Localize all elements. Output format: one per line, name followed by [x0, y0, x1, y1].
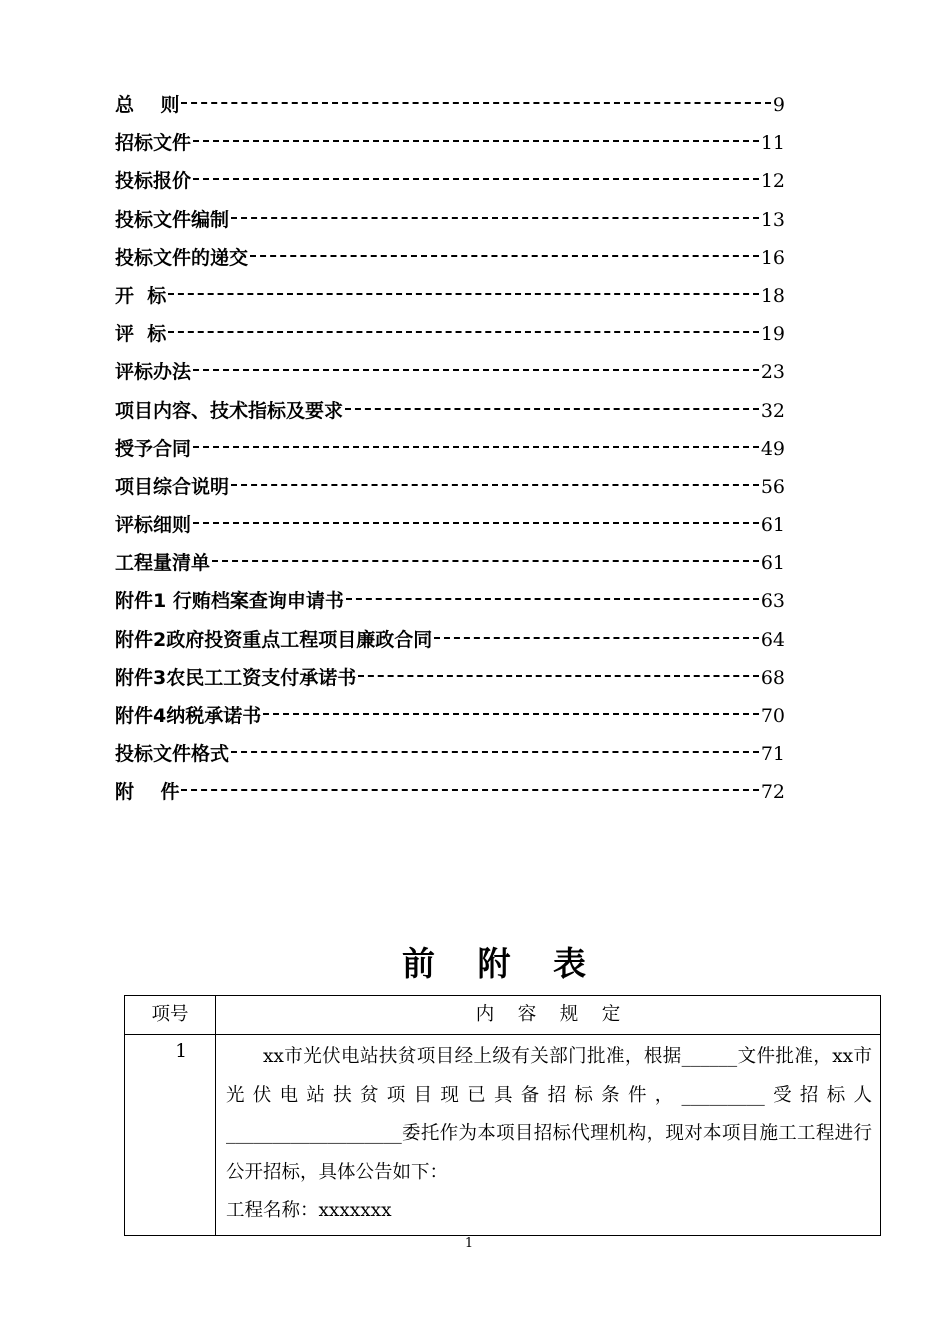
front-table-heading: 前 附 表	[402, 944, 588, 983]
toc-leader	[231, 751, 759, 753]
toc-entry-page: 61	[760, 552, 785, 575]
table-header-row	[125, 996, 881, 1035]
toc-entry-page: 61	[760, 514, 785, 537]
toc-entry-page: 19	[760, 323, 785, 346]
toc-entry-title: 项目内容、技术指标及要求	[115, 399, 344, 422]
toc-entry-page: 13	[760, 208, 785, 231]
toc-entry[interactable]	[115, 277, 785, 315]
toc-entry[interactable]	[115, 162, 785, 200]
toc-leader	[231, 217, 759, 219]
toc-leader	[168, 331, 759, 333]
table-row	[125, 1035, 881, 1236]
toc-entry-page: 11	[760, 132, 785, 155]
toc-leader	[231, 484, 759, 486]
toc-entry[interactable]	[115, 201, 785, 239]
toc-leader	[168, 293, 759, 295]
toc-entry[interactable]	[115, 86, 785, 124]
toc-entry-title: 评 标	[115, 323, 167, 346]
row-content	[216, 1035, 881, 1236]
row-item-number: 1	[125, 1035, 216, 1236]
toc-leader	[193, 369, 759, 371]
toc-entry[interactable]	[115, 773, 785, 811]
toc-entry-title: 附件4纳税承诺书	[115, 705, 262, 727]
project-name-line: 工程名称：xxxxxxx	[226, 1200, 392, 1221]
toc-entry-page: 16	[760, 246, 785, 269]
toc-leader	[358, 675, 759, 677]
toc-entry-page: 12	[760, 170, 785, 193]
toc-entry-page: 72	[760, 781, 785, 804]
toc-entry-page: 49	[760, 437, 785, 460]
toc-entry-page: 68	[760, 666, 785, 689]
toc-entry-title: 投标文件格式	[115, 743, 230, 766]
toc-entry-title: 投标文件编制	[115, 208, 230, 231]
toc-entry[interactable]	[115, 124, 785, 162]
front-table	[124, 995, 881, 1236]
toc-entry[interactable]	[115, 621, 785, 659]
toc-entry-title: 附件1 行贿档案查询申请书	[115, 590, 344, 613]
toc-entry-title: 附件2政府投资重点工程项目廉政合同	[115, 628, 433, 651]
toc-leader	[346, 598, 759, 600]
toc-entry-page: 70	[760, 705, 785, 727]
table-of-contents	[115, 86, 785, 812]
toc-entry-page: 18	[760, 284, 785, 307]
toc-leader	[193, 178, 759, 180]
toc-entry-page: 9	[772, 94, 785, 116]
toc-leader	[193, 446, 759, 448]
toc-leader	[193, 140, 759, 142]
toc-entry[interactable]	[115, 582, 785, 620]
toc-leader	[263, 713, 759, 715]
toc-leader	[193, 522, 759, 524]
toc-entry-page: 71	[760, 743, 785, 766]
toc-entry[interactable]	[115, 697, 785, 735]
toc-leader	[345, 408, 759, 410]
toc-entry[interactable]	[115, 239, 785, 277]
toc-entry[interactable]	[115, 468, 785, 506]
toc-entry-title: 授予合同	[115, 437, 192, 460]
toc-entry-title: 招标文件	[115, 132, 192, 155]
column-header-item-no: 项号	[125, 996, 216, 1035]
toc-entry-title: 工程量清单	[115, 552, 211, 575]
toc-entry-title: 总 则	[115, 94, 180, 116]
toc-leader	[212, 560, 759, 562]
toc-entry[interactable]	[115, 506, 785, 544]
announcement-paragraph: xx市光伏电站扶贫项目经上级有关部门批准，根据______文件批准，xx市光伏电站扶贫项目现已具备招标条件，_________受招标人 ___________________委托作为本项目招标代理机构，现对本项目施工工程进行公开招标，具体公告如下：	[226, 1046, 872, 1183]
toc-entry[interactable]	[115, 735, 785, 773]
toc-entry-title: 投标报价	[115, 170, 192, 193]
toc-entry-title: 附件3农民工工资支付承诺书	[115, 666, 357, 689]
toc-entry[interactable]	[115, 392, 785, 430]
toc-entry-page: 56	[760, 475, 785, 498]
toc-entry-page: 23	[760, 361, 785, 384]
toc-leader	[434, 637, 759, 639]
toc-entry-title: 评标细则	[115, 514, 192, 537]
toc-entry-title: 项目综合说明	[115, 475, 230, 498]
toc-entry-page: 64	[760, 628, 785, 651]
toc-entry-title: 投标文件的递交	[115, 246, 249, 269]
toc-leader	[181, 102, 770, 104]
toc-entry[interactable]	[115, 315, 785, 353]
toc-entry-title: 附 件	[115, 781, 180, 804]
toc-entry-title: 开 标	[115, 284, 167, 307]
toc-entry-title: 评标办法	[115, 361, 192, 384]
toc-entry-page: 63	[760, 590, 785, 613]
page-number: 1	[464, 1236, 474, 1251]
column-header-content: 内 容 规 定	[216, 996, 881, 1035]
toc-entry[interactable]	[115, 544, 785, 582]
toc-leader	[181, 789, 758, 791]
toc-entry[interactable]	[115, 353, 785, 391]
toc-entry[interactable]	[115, 659, 785, 697]
toc-entry-page: 32	[760, 399, 785, 422]
toc-entry[interactable]	[115, 430, 785, 468]
toc-leader	[250, 255, 759, 257]
